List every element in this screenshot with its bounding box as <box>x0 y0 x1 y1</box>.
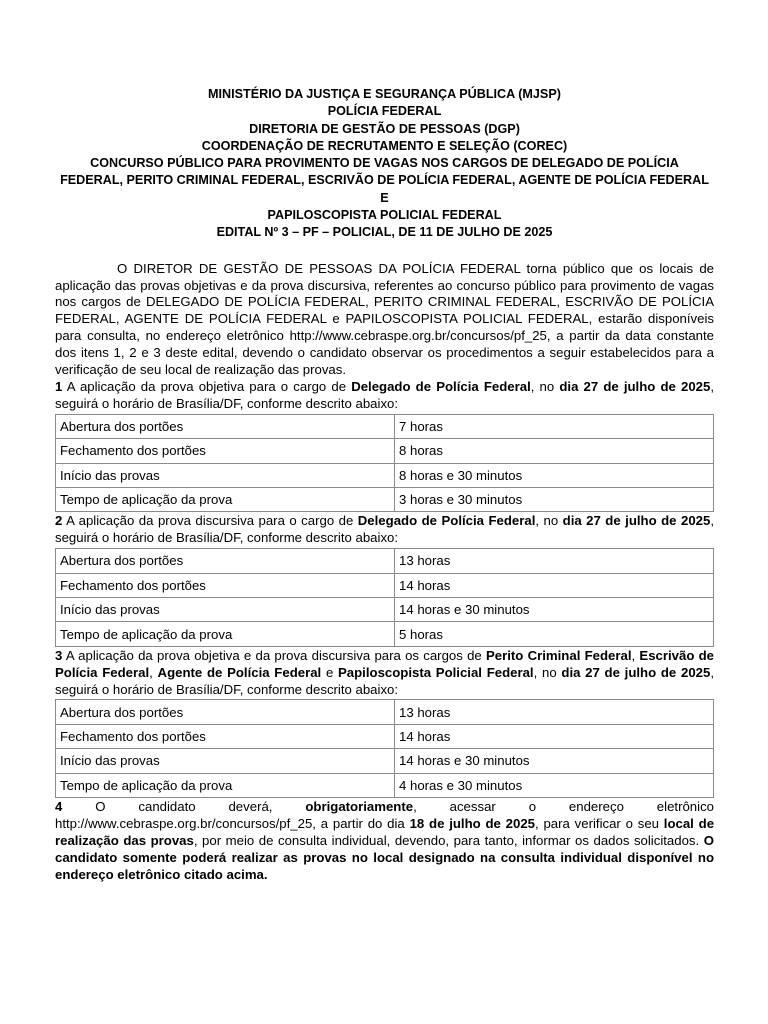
intro-paragraph: O DIRETOR DE GESTÃO DE PESSOAS DA POLÍCIA FEDERAL torna público que os locais de aplicação das provas objetivas e da prova discursiva, referentes ao concurso público para provimento de vagas nos cargos de DELEGADO DE POLÍCIA FEDERAL, PERITO CRIMINAL FEDERAL, ESCRIVÃO DE POLÍCIA FEDERAL, AGENTE DE POLÍCIA FEDERAL e PAPILOSCOPISTA POLICIAL FEDERAL, estarão disponíveis para consulta, no endereço eletrônico http://www.cebraspe.org.br/concursos/pf_25, a partir da data constante dos itens 1, 2 e 3 deste edital, devendo o candidato observar os procedimentos a seguir estabelecidos para a verificação de seu local de realização das provas. <box>55 260 714 378</box>
table-row: Fechamento dos portões 14 horas <box>56 724 714 748</box>
document-header <box>55 86 714 242</box>
item-number: 4 <box>55 799 63 815</box>
item-number: 1 <box>55 379 63 395</box>
table-row: Tempo de aplicação da prova 3 horas e 30 minutos <box>56 488 714 512</box>
item-1-paragraph: 1 A aplicação da prova objetiva para o cargo de Delegado de Polícia Federal, no dia 27 de julho de 2025, seguirá o horário de Brasília/DF, conforme descrito abaixo: <box>55 379 714 411</box>
header-coordination: COORDENAÇÃO DE RECRUTAMENTO E SELEÇÃO (COREC) <box>201 138 568 153</box>
header-ministry: MINISTÉRIO DA JUSTIÇA E SEGURANÇA PÚBLICA (MJSP) <box>208 87 561 101</box>
item-4-paragraph: 4 O candidato deverá, obrigatoriamente, acessar o endereço eletrônico http://www.cebraspe.org.br/concursos/pf_25, a partir do dia 18 de julho de 2025, para verificar o seu local de realização das provas, por meio de consulta individual, devendo, para tanto, informar os dados solicitados. O candidato somente poderá realizar as provas no local designado na consulta individual disponível no endereço eletrônico citado acima. <box>55 799 715 882</box>
item-2-schedule-table <box>55 548 714 647</box>
item-3-paragraph: 3 A aplicação da prova objetiva e da prova discursiva para os cargos de Perito Criminal Federal, Escrivão de Polícia Federal, Agente de Polícia Federal e Papiloscopista Policial Federal, no dia 27 de julho de 2025, seguirá o horário de Brasília/DF, conforme descrito abaixo: <box>55 647 715 697</box>
header-edict-title: EDITAL Nº 3 – PF – POLICIAL, DE 11 DE JULHO DE 2025 <box>216 225 553 240</box>
header-directorate: DIRETORIA DE GESTÃO DE PESSOAS (DGP) <box>249 121 520 136</box>
header-contest-line3: PAPILOSCOPISTA POLICIAL FEDERAL <box>267 208 502 223</box>
header-contest-line1: CONCURSO PÚBLICO PARA PROVIMENTO DE VAGAS NOS CARGOS DE DELEGADO DE POLÍCIA <box>90 156 679 171</box>
table-row: Tempo de aplicação da prova 5 horas <box>56 622 714 646</box>
item-number: 3 <box>55 647 63 663</box>
item-1-schedule-table <box>55 414 714 513</box>
item-number: 2 <box>55 513 63 529</box>
header-agency: POLÍCIA FEDERAL <box>327 104 442 119</box>
table-row: Abertura dos portões 13 horas <box>56 549 714 573</box>
table-row: Início das provas 14 horas e 30 minutos <box>56 749 714 773</box>
item-2-paragraph: 2 A aplicação da prova discursiva para o cargo de Delegado de Polícia Federal, no dia 27 de julho de 2025, seguirá o horário de Brasília/DF, conforme descrito abaixo: <box>55 513 714 546</box>
table-row: Tempo de aplicação da prova 4 horas e 30 minutos <box>56 773 714 797</box>
header-contest-line2: FEDERAL, PERITO CRIMINAL FEDERAL, ESCRIVÃO DE POLÍCIA FEDERAL, AGENTE DE POLÍCIA FEDERAL E <box>60 173 709 205</box>
table-row: Início das provas 14 horas e 30 minutos <box>56 597 714 621</box>
table-row: Abertura dos portões 7 horas <box>56 414 714 438</box>
table-row: Fechamento dos portões 14 horas <box>56 573 714 597</box>
document-page <box>55 86 714 884</box>
item-3-schedule-table <box>55 699 714 798</box>
table-row: Fechamento dos portões 8 horas <box>56 439 714 463</box>
table-row: Início das provas 8 horas e 30 minutos <box>56 463 714 487</box>
table-row: Abertura dos portões 13 horas <box>56 700 714 724</box>
